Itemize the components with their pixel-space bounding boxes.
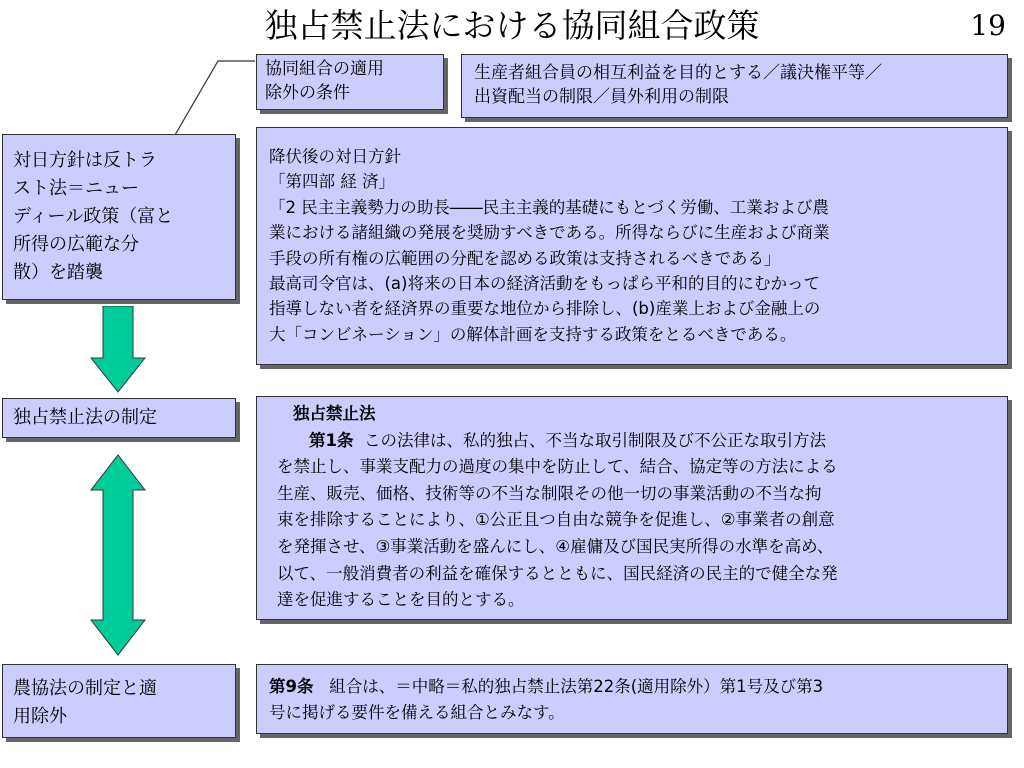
article-1-line-7: 達を促進することを目的とする。 — [277, 590, 525, 610]
article-1-line-2: を禁止し、事業支配力の過度の集中を防止して、結合、協定等の方法による — [277, 457, 838, 477]
article-1-line-3: 生産、販売、価格、技術等の不当な制限その他一切の事業活動の不当な拘 — [277, 483, 822, 503]
agri-coop-law-box — [256, 664, 1008, 734]
exemption-conditions-label-box — [256, 54, 444, 110]
antimonopoly-label: 独占禁止法の制定 — [13, 407, 157, 428]
policy-label-line-5: 散）を踏襲 — [13, 262, 103, 283]
policy-content-line-2: 「第四部 経 済」 — [269, 172, 395, 192]
occupation-policy-box — [256, 127, 1008, 365]
policy-content-line-3: 「2 民主主義勢力の助長――民主主義的基礎にもとづく労働、工業および農 — [269, 197, 829, 217]
policy-content-line-7: 指導しない者を経済界の重要な地位から排除し、(b)産業上および金融上の — [269, 299, 821, 319]
policy-content-line-1: 降伏後の対日方針 — [269, 147, 401, 166]
article-1-line-6: 以て、一般消費者の利益を確保するとともに、国民経済の民主的で健全な発 — [277, 563, 838, 583]
antimonopoly-law-box — [256, 396, 1008, 620]
exemption-label-line-2: 除外の条件 — [265, 83, 350, 103]
article-1-line-1: この法律は、私的独占、不当な取引制限及び不公正な取引方法 — [363, 430, 826, 450]
antimonopoly-law-label-box — [2, 398, 236, 438]
policy-label-line-2: スト法＝ニュー — [13, 178, 139, 199]
down-arrow-icon — [90, 306, 146, 394]
article-9-line-1: 組合は、＝中略＝私的独占禁止法第22条(適用除外）第1号及び第3 — [329, 677, 824, 696]
exemption-content-line-2: 出資配当の制限／員外利用の制限 — [474, 87, 729, 107]
policy-content-line-6: 最高司令官は、(a)将来の日本の経済活動をもっぱら平和的目的にむかって — [269, 274, 820, 294]
policy-content-line-8: 大「コンビネーション」の解体計画を支持する政策をとるべきである。 — [269, 324, 797, 344]
exemption-content-line-1: 生産者組合員の相互利益を目的とする／議決権平等／ — [474, 63, 882, 83]
article-1-label: 第1条 — [309, 430, 354, 450]
slide-title: 独占禁止法における協同組合政策 — [264, 6, 760, 45]
policy-label-line-3: ディール政策（富と — [13, 206, 174, 227]
policy-content-line-4: 業における諸組織の発展を奨励すべきである。所得ならびに生産および商業 — [269, 223, 830, 243]
exemption-conditions-box — [461, 54, 1008, 118]
article-1-line-5: を発揮させ、③事業活動を盛んにし、④雇傭及び国民実所得の水準を高め、 — [277, 536, 834, 556]
exemption-label-line-1: 協同組合の適用 — [265, 59, 384, 79]
policy-content-line-5: 手段の所有権の広範囲の分配を認める政策は支持されるべきである」 — [269, 248, 781, 268]
agri-coop-law-label-box — [2, 664, 236, 738]
page-number: 19 — [970, 9, 1006, 42]
article-9-line-2: 号に掲げる要件を備える組合とみなす。 — [269, 703, 565, 722]
antitrust-policy-label-box — [2, 134, 236, 300]
agri-label-line-1: 農協法の制定と適 — [13, 678, 157, 699]
agri-label-line-2: 用除外 — [13, 706, 67, 727]
policy-label-line-1: 対日方針は反トラ — [13, 150, 157, 171]
double-arrow-icon — [90, 454, 146, 656]
connector-line — [170, 55, 270, 140]
article-1-line-4: 束を排除することにより、①公正且つ自由な競争を促進し、②事業者の創意 — [277, 510, 835, 530]
policy-label-line-4: 所得の広範な分 — [13, 234, 139, 255]
antimonopoly-heading: 独占禁止法 — [293, 404, 376, 423]
article-9-label: 第9条 — [269, 677, 314, 696]
